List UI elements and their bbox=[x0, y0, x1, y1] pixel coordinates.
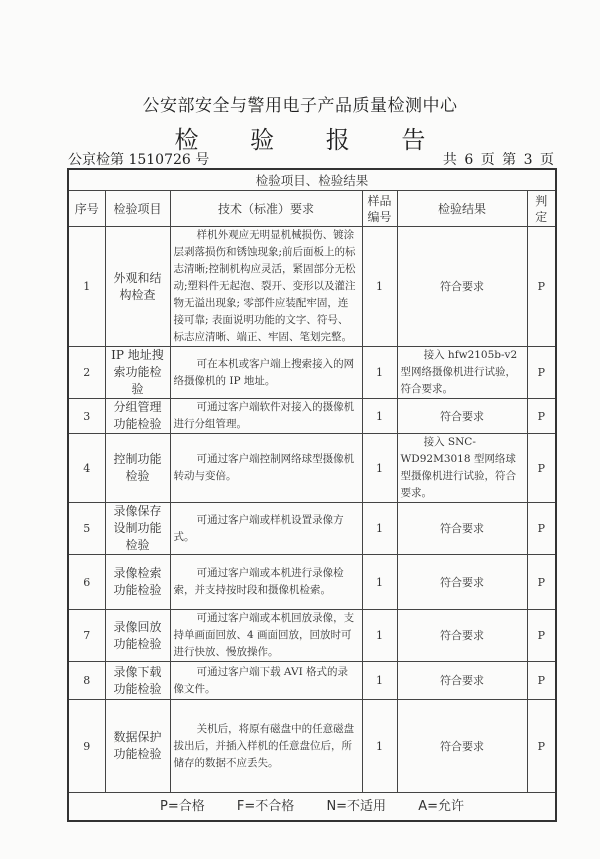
verdict-legend-row bbox=[68, 793, 556, 822]
row-result: 符合要求 bbox=[397, 399, 527, 434]
legend-fail: F=不合格 bbox=[236, 799, 295, 814]
row-verdict: P bbox=[527, 662, 556, 700]
row-item: 外观和结构检查 bbox=[105, 227, 170, 347]
row-result: 符合要求 bbox=[397, 662, 527, 700]
row-requirement: 可通过客户端或本机回放录像，支持单画面回放、4 画面回放，回放时可进行快放、慢放操作。 bbox=[170, 610, 362, 662]
row-verdict: P bbox=[527, 503, 556, 555]
column-header-sample-no: 样品编号 bbox=[362, 191, 397, 227]
row-requirement: 可通过客户端或样机设置录像方式。 bbox=[170, 503, 362, 555]
organization-name: 公安部安全与警用电子产品质量检测中心 bbox=[142, 96, 458, 116]
row-verdict: P bbox=[527, 555, 556, 610]
row-no: 6 bbox=[68, 555, 105, 610]
row-requirement: 可通过客户端软件对接入的摄像机进行分组管理。 bbox=[170, 399, 362, 434]
row-item: IP 地址搜索功能检验 bbox=[105, 347, 170, 399]
row-sample-no: 1 bbox=[362, 503, 397, 555]
row-verdict: P bbox=[527, 700, 556, 793]
row-requirement: 可通过客户端或本机进行录像检索，并支持按时段和摄像机检索。 bbox=[170, 555, 362, 610]
row-item: 控制功能检验 bbox=[105, 434, 170, 503]
legend-allowed: A=允许 bbox=[418, 799, 464, 814]
row-item: 录像回放功能检验 bbox=[105, 610, 170, 662]
row-verdict: P bbox=[527, 347, 556, 399]
row-no: 5 bbox=[68, 503, 105, 555]
row-requirement: 样机外观应无明显机械损伤、镀涂层剥落损伤和锈蚀现象;前后面板上的标志清晰;控制机构应灵活，紧固部分无松动;塑料件无起泡、裂开、变形以及灌注物无溢出现象; 零部件应装配牢固，连接可靠; 表面说明功能的文字、符号、标志应清晰、端正、牢固、笔划完整。 bbox=[170, 227, 362, 347]
report-number: 公京检第 1510726 号 bbox=[68, 152, 210, 168]
row-sample-no: 1 bbox=[362, 399, 397, 434]
row-item: 录像检索功能检验 bbox=[105, 555, 170, 610]
page-info: 共 6 页 第 3 页 bbox=[442, 152, 554, 168]
table-row bbox=[68, 434, 556, 503]
row-no: 1 bbox=[68, 227, 105, 347]
table-row bbox=[68, 700, 556, 793]
column-header-verdict: 判定 bbox=[527, 191, 556, 227]
column-header-requirement: 技术（标准）要求 bbox=[170, 191, 362, 227]
row-result: 接入 SNC-WD92M3018 型网络球型摄像机进行试验，符合要求。 bbox=[397, 434, 527, 503]
row-result: 符合要求 bbox=[397, 555, 527, 610]
row-sample-no: 1 bbox=[362, 347, 397, 399]
row-sample-no: 1 bbox=[362, 700, 397, 793]
row-requirement: 可通过客户端下载 AVI 格式的录像文件。 bbox=[170, 662, 362, 700]
row-result: 符合要求 bbox=[397, 503, 527, 555]
row-verdict: P bbox=[527, 227, 556, 347]
row-requirement: 关机后，将原有磁盘中的任意磁盘拔出后，并插入样机的任意盘位后，所储存的数据不应丢失。 bbox=[170, 700, 362, 793]
row-item: 数据保护功能检验 bbox=[105, 700, 170, 793]
legend-not-applicable: N=不适用 bbox=[326, 799, 387, 814]
row-verdict: P bbox=[527, 434, 556, 503]
table-row bbox=[68, 610, 556, 662]
table-row bbox=[68, 227, 556, 347]
section-title: 检验项目、检验结果 bbox=[68, 169, 556, 191]
legend-pass: P=合格 bbox=[160, 799, 205, 814]
table-row bbox=[68, 503, 556, 555]
row-sample-no: 1 bbox=[362, 555, 397, 610]
table-row bbox=[68, 399, 556, 434]
row-no: 3 bbox=[68, 399, 105, 434]
row-requirement: 可通过客户端控制网络球型摄像机转动与变倍。 bbox=[170, 434, 362, 503]
row-result: 符合要求 bbox=[397, 227, 527, 347]
row-result: 符合要求 bbox=[397, 610, 527, 662]
row-no: 8 bbox=[68, 662, 105, 700]
row-sample-no: 1 bbox=[362, 662, 397, 700]
table-row bbox=[68, 555, 556, 610]
row-verdict: P bbox=[527, 399, 556, 434]
row-sample-no: 1 bbox=[362, 227, 397, 347]
row-no: 4 bbox=[68, 434, 105, 503]
row-no: 9 bbox=[68, 700, 105, 793]
row-item: 分组管理功能检验 bbox=[105, 399, 170, 434]
row-no: 2 bbox=[68, 347, 105, 399]
column-header-row bbox=[68, 191, 556, 227]
row-item: 录像保存设制功能检验 bbox=[105, 503, 170, 555]
report-title: 检 验 报 告 bbox=[174, 126, 448, 154]
row-sample-no: 1 bbox=[362, 434, 397, 503]
table-row bbox=[68, 347, 556, 399]
row-result: 符合要求 bbox=[397, 700, 527, 793]
row-item: 录像下载功能检验 bbox=[105, 662, 170, 700]
row-result: 接入 hfw2105b-v2 型网络摄像机进行试验，符合要求。 bbox=[397, 347, 527, 399]
row-no: 7 bbox=[68, 610, 105, 662]
row-verdict: P bbox=[527, 610, 556, 662]
row-sample-no: 1 bbox=[362, 610, 397, 662]
column-header-item: 检验项目 bbox=[105, 191, 170, 227]
row-requirement: 可在本机或客户端上搜索接入的网络摄像机的 IP 地址。 bbox=[170, 347, 362, 399]
column-header-no: 序号 bbox=[68, 191, 105, 227]
table-row bbox=[68, 662, 556, 700]
verdict-legend bbox=[68, 793, 556, 822]
column-header-result: 检验结果 bbox=[397, 191, 527, 227]
inspection-results-table bbox=[67, 168, 557, 822]
